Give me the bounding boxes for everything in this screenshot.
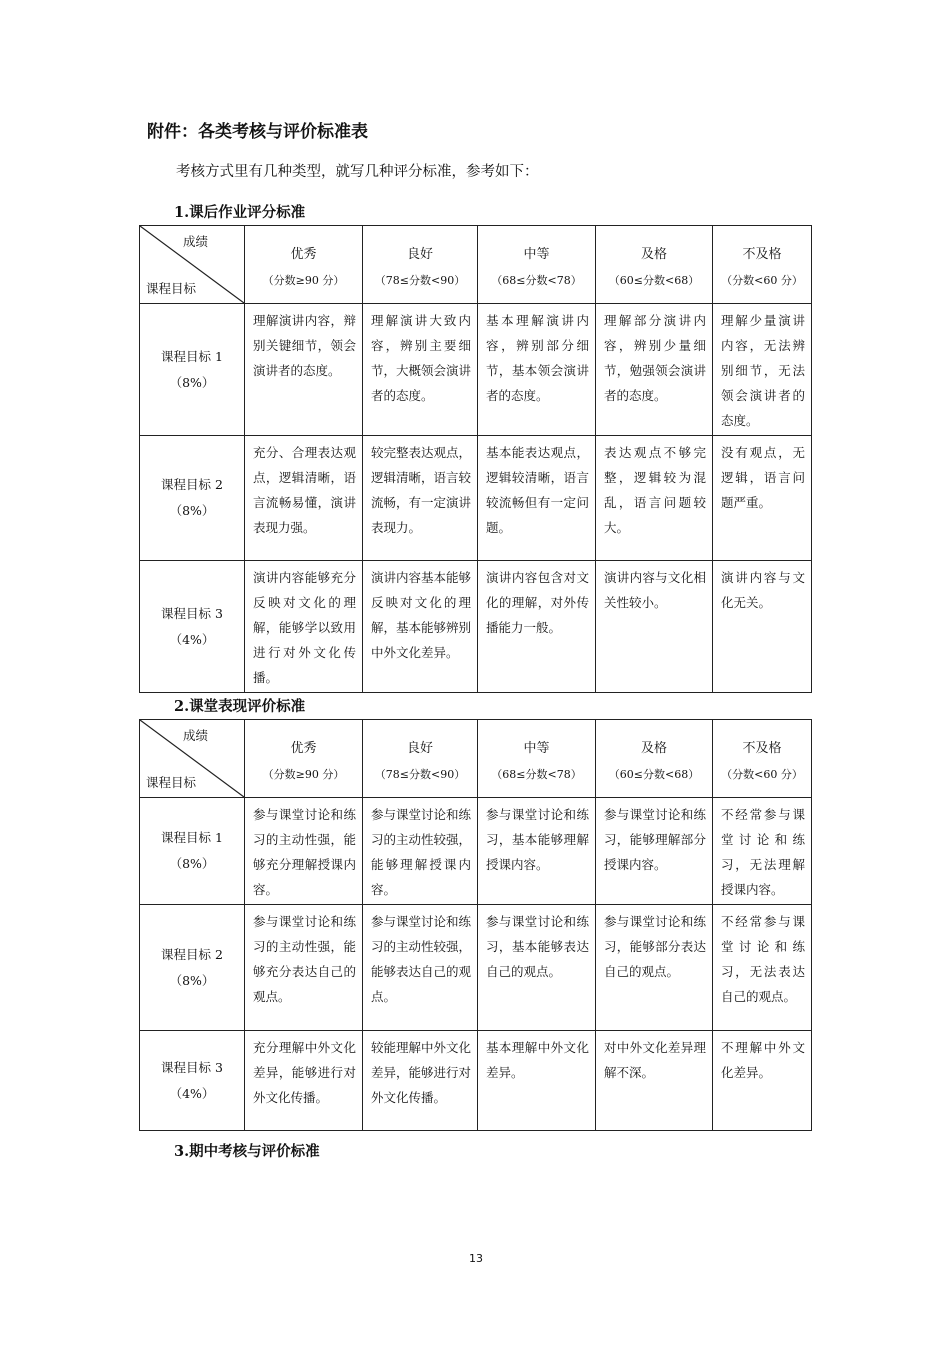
table-row xyxy=(140,561,812,693)
page-number: 13 xyxy=(469,1252,483,1265)
criteria-cell: 不经常参与课堂讨论和练习，无法表达自己的观点。 xyxy=(713,905,812,1031)
table-header-row xyxy=(140,226,812,304)
header-fail xyxy=(713,720,812,798)
grade-label: 不及格 xyxy=(742,741,782,756)
criteria-cell: 理解部分演讲内容，辨别少量细节，勉强领会演讲者的态度。 xyxy=(596,304,713,436)
goal-label: 课程目标 2 xyxy=(161,946,223,962)
page-title: 附件：各类考核与评价标准表 xyxy=(147,122,368,142)
header-medium xyxy=(478,720,596,798)
table-row xyxy=(140,304,812,436)
criteria-cell: 不理解中外文化差异。 xyxy=(713,1031,812,1131)
grade-range: （60≤分数<68） xyxy=(608,274,700,287)
grade-range: （78≤分数<90） xyxy=(374,274,466,287)
criteria-cell: 演讲内容基本能够反映对文化的理解，基本能够辨别中外文化差异。 xyxy=(363,561,478,693)
goal-label: 课程目标 3 xyxy=(161,1059,223,1075)
criteria-cell: 充分、合理表达观点，逻辑清晰，语言流畅易懂，演讲表现力强。 xyxy=(245,436,363,561)
header-good xyxy=(363,226,478,304)
goal-label: 课程目标 3 xyxy=(161,605,223,621)
goal-weight: （8%） xyxy=(169,972,215,988)
criteria-cell: 参与课堂讨论和练习，能够理解部分授课内容。 xyxy=(596,798,713,905)
section-heading-midterm: 3.期中考核与评价标准 xyxy=(174,1143,320,1160)
table-row xyxy=(140,1031,812,1131)
grade-range: （60≤分数<68） xyxy=(608,768,700,781)
criteria-cell: 演讲内容与文化相关性较小。 xyxy=(596,561,713,693)
criteria-cell: 充分理解中外文化差异，能够进行对外文化传播。 xyxy=(245,1031,363,1131)
corner-label-goal: 课程目标 xyxy=(146,775,197,790)
grade-range: （分数≥90 分） xyxy=(262,768,345,781)
criteria-cell: 基本理解中外文化差异。 xyxy=(478,1031,596,1131)
grade-label: 不及格 xyxy=(742,247,782,262)
goal-weight: （8%） xyxy=(169,503,215,518)
goal-cell xyxy=(140,798,245,905)
grade-label: 优秀 xyxy=(290,741,317,756)
grade-label: 良好 xyxy=(406,247,433,262)
header-excellent xyxy=(245,226,363,304)
criteria-cell: 基本理解演讲内容，辨别部分细节，基本领会演讲者的态度。 xyxy=(478,304,596,436)
header-excellent xyxy=(245,720,363,798)
grade-range: （分数<60 分） xyxy=(721,768,803,781)
grade-label: 中等 xyxy=(523,741,550,756)
criteria-cell: 理解演讲大致内容，辨别主要细节，大概领会演讲者的态度。 xyxy=(363,304,478,436)
grade-range: （68≤分数<78） xyxy=(491,768,582,781)
table-row xyxy=(140,905,812,1031)
criteria-cell: 演讲内容与文化无关。 xyxy=(713,561,812,693)
grade-range: （分数≥90 分） xyxy=(262,274,345,287)
goal-cell xyxy=(140,561,245,693)
criteria-cell: 理解演讲内容，辩别关键细节，领会演讲者的态度。 xyxy=(245,304,363,436)
classroom-rubric-table xyxy=(139,719,812,1131)
criteria-cell: 参与课堂讨论和练习的主动性较强，能够表达自己的观点。 xyxy=(363,905,478,1031)
criteria-cell: 较能理解中外文化差异，能够进行对外文化传播。 xyxy=(363,1031,478,1131)
header-fail xyxy=(713,226,812,304)
grade-range: （68≤分数<78） xyxy=(491,274,582,287)
criteria-cell: 参与课堂讨论和练习，能够部分表达自己的观点。 xyxy=(596,905,713,1031)
corner-label-grade: 成绩 xyxy=(182,234,208,249)
criteria-cell: 较完整表达观点，逻辑清晰，语言较流畅，有一定演讲表现力。 xyxy=(363,436,478,561)
goal-weight: （8%） xyxy=(169,374,215,390)
header-good xyxy=(363,720,478,798)
header-medium xyxy=(478,226,596,304)
header-pass xyxy=(596,226,713,304)
goal-cell xyxy=(140,1031,245,1131)
criteria-cell: 不经常参与课堂讨论和练习，无法理解授课内容。 xyxy=(713,798,812,905)
criteria-cell: 对中外文化差异理解不深。 xyxy=(596,1031,713,1131)
goal-weight: （4%） xyxy=(169,631,215,647)
goal-weight: （4%） xyxy=(169,1085,215,1101)
table-row xyxy=(140,436,812,561)
goal-label: 课程目标 2 xyxy=(161,477,223,492)
grade-label: 优秀 xyxy=(290,247,317,262)
criteria-cell: 参与课堂讨论和练习的主动性强，能够充分表达自己的观点。 xyxy=(245,905,363,1031)
header-pass xyxy=(596,720,713,798)
goal-label: 课程目标 1 xyxy=(161,348,223,364)
goal-weight: （8%） xyxy=(169,856,215,871)
criteria-cell: 参与课堂讨论和练习的主动性强，能够充分理解授课内容。 xyxy=(245,798,363,905)
corner-header-cell xyxy=(140,226,245,304)
corner-label-goal: 课程目标 xyxy=(146,281,197,296)
criteria-cell: 参与课堂讨论和练习，基本能够理解授课内容。 xyxy=(478,798,596,905)
corner-header-cell xyxy=(140,720,245,798)
goal-cell xyxy=(140,905,245,1031)
corner-label-grade: 成绩 xyxy=(182,728,208,743)
grade-range: （分数<60 分） xyxy=(721,274,803,287)
section-heading-homework: 1.课后作业评分标准 xyxy=(174,204,306,221)
table-row xyxy=(140,798,812,905)
criteria-cell: 表达观点不够完整，逻辑较为混乱，语言问题较大。 xyxy=(596,436,713,561)
criteria-cell: 演讲内容能够充分反映对文化的理解，能够学以致用进行对外文化传播。 xyxy=(245,561,363,693)
goal-label: 课程目标 1 xyxy=(161,830,223,845)
grade-label: 良好 xyxy=(406,741,433,756)
grade-label: 中等 xyxy=(523,247,550,262)
criteria-cell: 参与课堂讨论和练习的主动性较强，能够理解授课内容。 xyxy=(363,798,478,905)
intro-paragraph: 考核方式里有几种类型，就写几种评分标准，参考如下： xyxy=(176,164,539,180)
criteria-cell: 没有观点，无逻辑，语言问题严重。 xyxy=(713,436,812,561)
grade-range: （78≤分数<90） xyxy=(374,768,466,781)
table-header-row xyxy=(140,720,812,798)
criteria-cell: 演讲内容包含对文化的理解，对外传播能力一般。 xyxy=(478,561,596,693)
section-heading-classroom: 2.课堂表现评价标准 xyxy=(174,698,306,715)
criteria-cell: 理解少量演讲内容，无法辨别细节，无法领会演讲者的态度。 xyxy=(713,304,812,436)
grade-label: 及格 xyxy=(640,247,667,262)
criteria-cell: 参与课堂讨论和练习，基本能够表达自己的观点。 xyxy=(478,905,596,1031)
homework-rubric-table xyxy=(139,225,812,693)
criteria-cell: 基本能表达观点，逻辑较清晰，语言较流畅但有一定问题。 xyxy=(478,436,596,561)
goal-cell xyxy=(140,436,245,561)
grade-label: 及格 xyxy=(640,741,667,756)
goal-cell xyxy=(140,304,245,436)
